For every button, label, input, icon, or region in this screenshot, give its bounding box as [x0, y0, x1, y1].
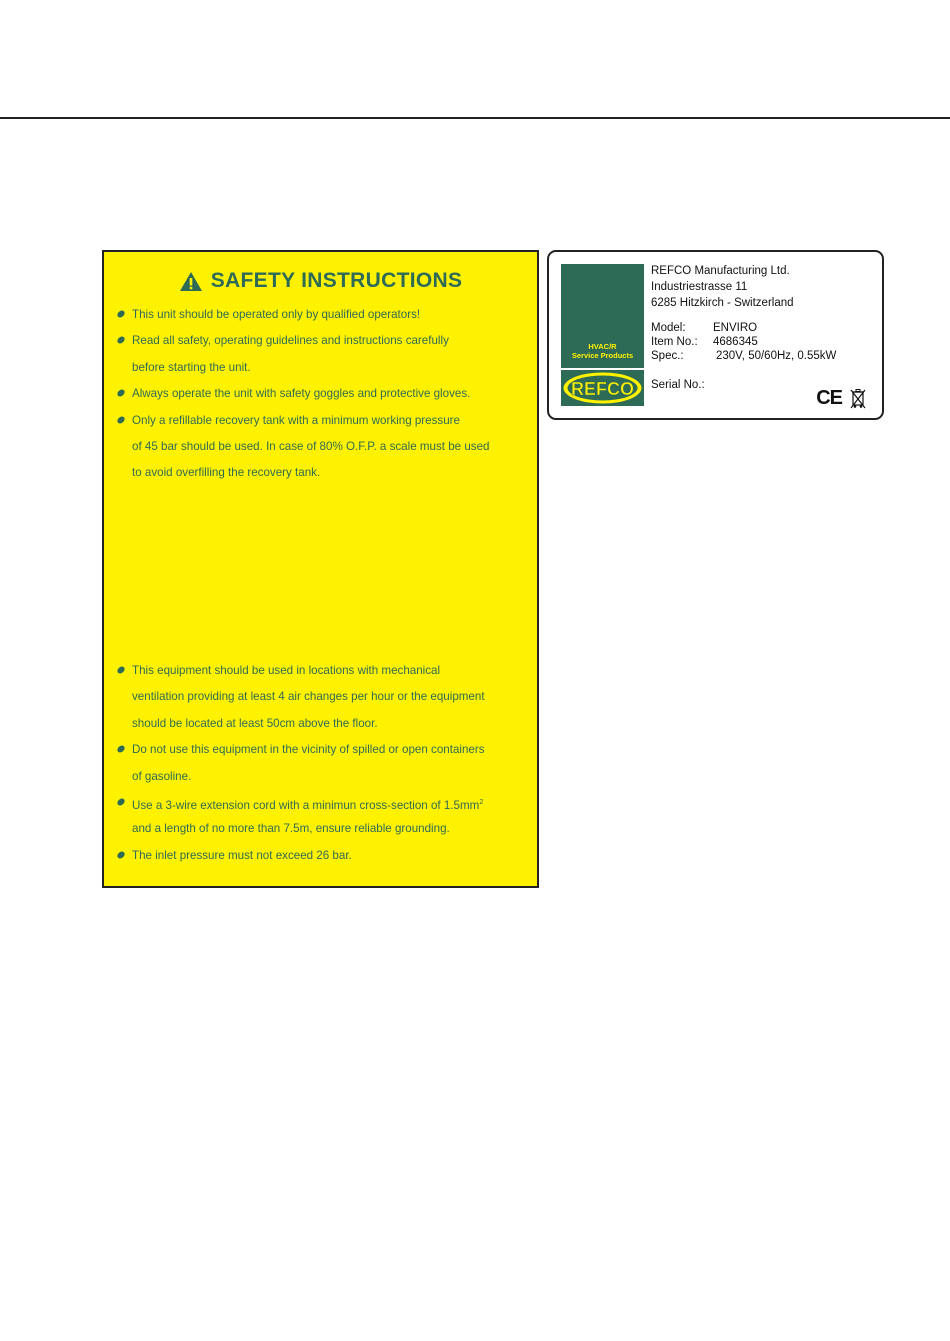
list-item: Only a refillable recovery tank with a minimum working pressure of 45 bar should be used. In case of 80% O.F.P. a scale must be used to avoid overfilling the recovery tank.	[116, 408, 526, 487]
leaf-bullet-icon	[116, 336, 126, 346]
safety-instructions-panel	[102, 250, 539, 888]
ce-mark-icon: CE	[816, 387, 842, 409]
list-item: Do not use this equipment in the vicinity of spilled or open containers of gasoline.	[116, 737, 526, 790]
superscript: 2	[479, 798, 484, 806]
leaf-bullet-icon	[116, 309, 126, 319]
company-name: REFCO Manufacturing Ltd.	[651, 265, 790, 277]
model-row: Model: ENVIRO	[651, 322, 758, 334]
label-details	[651, 263, 836, 393]
company-street: Industriestrasse 11	[651, 281, 748, 293]
refco-logo-icon	[561, 370, 644, 406]
leaf-bullet-icon	[116, 744, 126, 754]
brand-tagline: HVAC/R Service Products	[571, 342, 634, 360]
list-item: Always operate the unit with safety goggles and protective gloves.	[116, 381, 526, 407]
item-row: Item No.: 4686345	[651, 336, 758, 348]
leaf-bullet-icon	[116, 797, 126, 807]
list-item: The inlet pressure must not exceed 26 bar.	[116, 843, 526, 869]
leaf-bullet-icon	[116, 665, 126, 675]
list-item: Read all safety, operating guidelines and instructions carefully before starting the unit.	[116, 328, 526, 381]
rating-label	[547, 250, 884, 420]
certification-marks	[816, 387, 866, 410]
spec-row: Spec.: 230V, 50/60Hz, 0.55kW	[651, 350, 837, 362]
serial-row: Serial No.:	[651, 379, 705, 391]
weee-bin-icon	[850, 388, 866, 410]
warning-icon	[179, 271, 203, 292]
company-city: 6285 Hitzkirch - Switzerland	[651, 297, 794, 309]
list-item: This unit should be operated only by qualified operators!	[116, 302, 526, 328]
safety-list-top	[116, 302, 526, 487]
brand-block	[561, 264, 644, 406]
safety-title-text: SAFETY INSTRUCTIONS	[210, 269, 463, 292]
list-item: Use a 3-wire extension cord with a minimun cross-section of $1.5mm^2$ and a length of no more than 7.5m, ensure reliable grounding.	[116, 790, 526, 843]
safety-title	[104, 269, 537, 293]
leaf-bullet-icon	[116, 850, 126, 860]
leaf-bullet-icon	[116, 388, 126, 398]
top-rule	[0, 117, 950, 119]
list-item: This equipment should be used in locations with mechanical ventilation providing at least 4 air changes per hour or the equipment should be located at least 50cm above the floor.	[116, 658, 526, 737]
safety-list-bottom	[116, 658, 526, 869]
svg-text:REFCO: REFCO	[571, 379, 634, 399]
leaf-bullet-icon	[116, 415, 126, 425]
